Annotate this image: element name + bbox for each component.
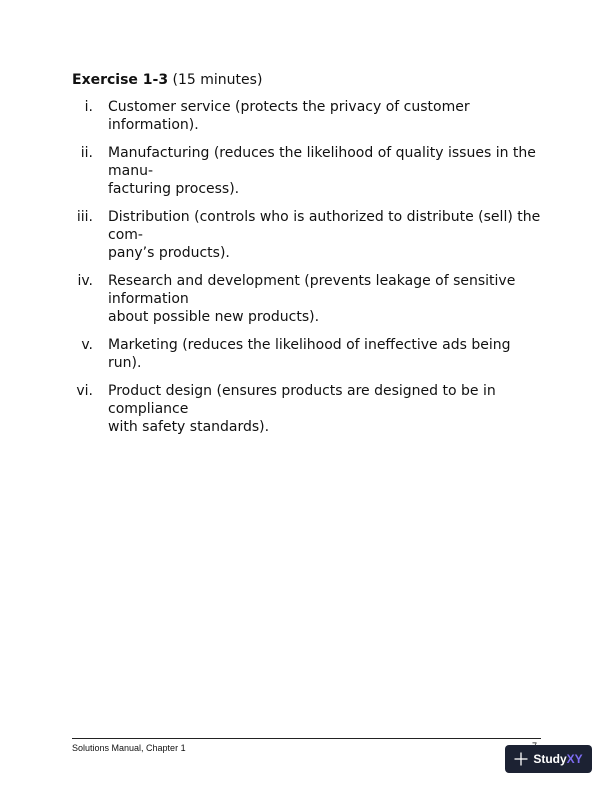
list-item-line: with safety standards). (108, 419, 270, 435)
exercise-heading (72, 71, 262, 89)
list-numeral: iv. (77, 273, 93, 289)
list-item-text (108, 336, 547, 372)
list-item-line: Marketing (reduces the likelihood of ineffective ads being run). (108, 337, 511, 371)
list-item-line: Distribution (controls who is authorized to distribute (sell) the com- (108, 209, 541, 243)
list-item-line: Product design (ensures products are designed to be in compliance (108, 383, 496, 417)
list-item (72, 208, 547, 262)
list-item-text (108, 382, 547, 436)
list-item-line: facturing process). (108, 181, 240, 197)
list-numeral: i. (84, 99, 93, 115)
studyxy-watermark (505, 745, 592, 773)
exercise-time: (15 minutes) (168, 72, 263, 88)
list-item-line: Customer service (protects the privacy of customer information). (108, 99, 470, 133)
exercise-list (72, 98, 547, 446)
list-item (72, 98, 547, 134)
list-numeral: iii. (76, 209, 93, 225)
list-item-text (108, 272, 547, 326)
list-item-line: Research and development (prevents leakage of sensitive information (108, 273, 516, 307)
list-item-text (108, 208, 547, 262)
list-item-line: pany’s products). (108, 245, 230, 261)
footer-label: Solutions Manual, Chapter 1 (72, 743, 186, 753)
list-item-line: about possible new products). (108, 309, 320, 325)
list-item (72, 144, 547, 198)
list-item (72, 336, 547, 372)
watermark-brand-suffix: XY (566, 752, 583, 766)
list-numeral: v. (81, 337, 93, 353)
footer-divider (72, 738, 541, 739)
list-item-text (108, 144, 547, 198)
list-numeral: ii. (80, 145, 93, 161)
plus-icon (514, 752, 528, 766)
exercise-title: Exercise 1-3 (72, 72, 169, 88)
list-item-line: Manufacturing (reduces the likelihood of quality issues in the manu- (108, 145, 536, 179)
list-item-text (108, 98, 547, 134)
list-item (72, 272, 547, 326)
watermark-brand: Study (533, 752, 567, 766)
list-item (72, 382, 547, 436)
list-numeral: vi. (76, 383, 93, 399)
